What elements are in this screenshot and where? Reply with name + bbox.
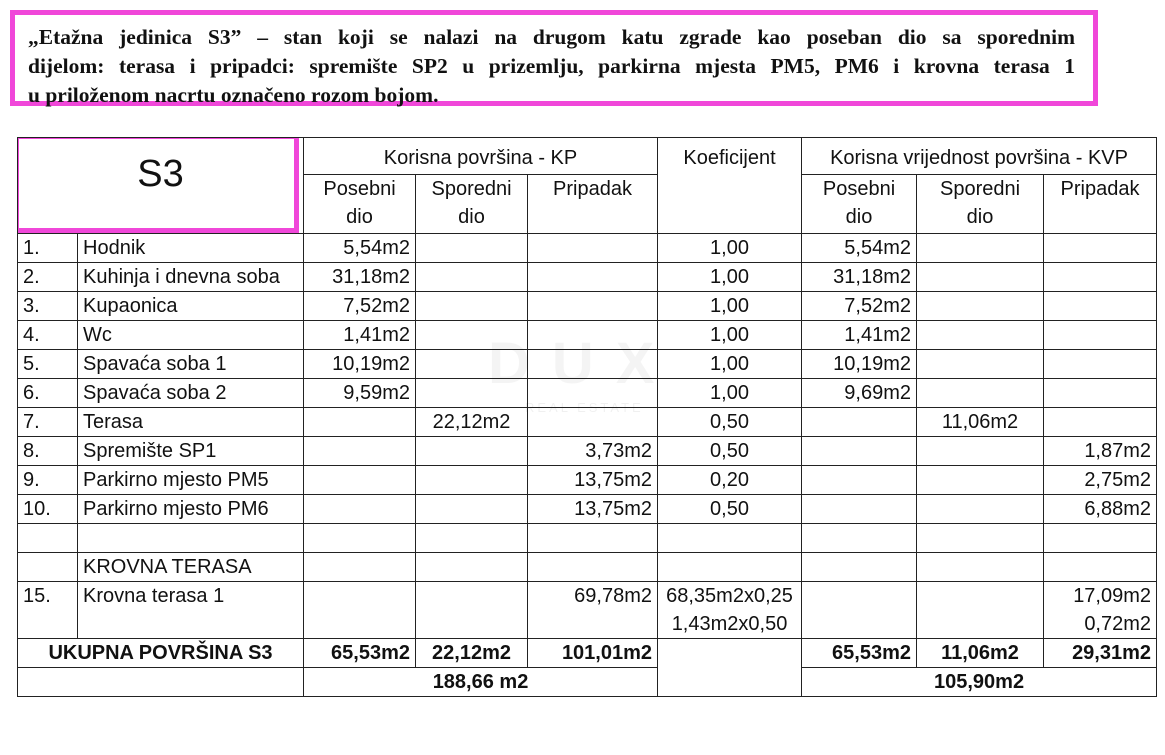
cell-kp-pripadak: 3,73m2 [528,437,658,466]
cell-kvp-sporedni [917,437,1044,466]
cell-kvp-sporedni [917,495,1044,524]
section-row [18,553,1157,582]
kp-grand-total: 188,66 m2 [304,668,658,697]
total-kp-posebni: 65,53m2 [304,639,416,668]
kp-posebni-header: Posebni dio [304,174,416,233]
koef-line: 1,43m2x0,50 [671,613,788,635]
area-table [17,137,1157,697]
cell-no: 8. [18,437,78,466]
cell-kvp-posebni: 9,69m2 [802,379,917,408]
cell-kvp-pripadak [1044,234,1157,263]
cell-name: Kuhinja i dnevna soba [78,263,304,292]
table-row [18,263,1157,292]
cell-kvp-sporedni [917,466,1044,495]
cell-name: Terasa [78,408,304,437]
table-row [18,408,1157,437]
cell-kp-posebni [304,582,416,639]
cell-kp-posebni [304,408,416,437]
cell-kp-posebni [304,437,416,466]
table-row [18,437,1157,466]
cell-kp-pripadak: 13,75m2 [528,495,658,524]
cell-no: 2. [18,263,78,292]
cell-koef: 0,50 [658,437,802,466]
cell-kp-sporedni [416,582,528,639]
intro-description [10,10,1098,106]
cell-kvp-sporedni [917,321,1044,350]
sum-row [18,668,1157,697]
cell-kvp-posebni: 5,54m2 [802,234,917,263]
cell-name: Parkirno mjesto PM6 [78,495,304,524]
cell-kvp-posebni: 31,18m2 [802,263,917,292]
unit-title: S3 [137,153,184,195]
table-row [18,466,1157,495]
kp-sporedni-header: Sporedni dio [416,174,528,233]
cell-no: 9. [18,466,78,495]
kvp-line: 0,72m2 [1084,613,1152,635]
cell-kp-sporedni: 22,12m2 [416,408,528,437]
cell-no: 4. [18,321,78,350]
kp-group-header: Korisna površina - KP [304,138,658,175]
cell-no: 7. [18,408,78,437]
cell-kvp-pripadak [1044,292,1157,321]
cell-kvp-pripadak: 1,87m2 [1044,437,1157,466]
kp-pripadak-header: Pripadak [528,174,658,233]
cell-koef: 1,00 [658,292,802,321]
total-kp-pripadak: 101,01m2 [528,639,658,668]
unit-title-cell [18,138,304,234]
kvp-line: 17,09m2 [1073,585,1152,607]
cell-kvp-posebni: 7,52m2 [802,292,917,321]
table-row [18,234,1157,263]
cell-koef [658,582,802,639]
kvp-grand-total: 105,90m2 [802,668,1157,697]
table-row [18,321,1157,350]
cell-kvp-pripadak: 2,75m2 [1044,466,1157,495]
cell-kp-posebni: 31,18m2 [304,263,416,292]
cell-koef: 0,20 [658,466,802,495]
cell-name: Spavaća soba 1 [78,350,304,379]
cell-kvp-sporedni [917,263,1044,292]
cell-kvp-sporedni [917,292,1044,321]
cell-kvp-pripadak [1044,350,1157,379]
cell-koef: 1,00 [658,379,802,408]
cell-kvp-sporedni [917,234,1044,263]
cell-no: 1. [18,234,78,263]
kvp-sporedni-header: Sporedni dio [917,174,1044,233]
cell-name: Kupaonica [78,292,304,321]
koef-line: 68,35m2x0,25 [666,585,793,607]
cell-kvp-posebni: 10,19m2 [802,350,917,379]
section-label: KROVNA TERASA [78,553,304,582]
cell-name: Hodnik [78,234,304,263]
empty-row [18,524,1157,553]
cell-kvp-pripadak [1044,408,1157,437]
cell-kvp-sporedni [917,379,1044,408]
cell-kp-posebni: 1,41m2 [304,321,416,350]
cell-no: 5. [18,350,78,379]
cell-no: 10. [18,495,78,524]
kvp-posebni-header: Posebni dio [802,174,917,233]
cell-kp-pripadak [528,292,658,321]
cell-kp-pripadak: 69,78m2 [528,582,658,639]
cell-name: Parkirno mjesto PM5 [78,466,304,495]
watermark-subtitle: REAL ESTATE [525,400,644,415]
cell-kp-pripadak [528,321,658,350]
cell-kp-posebni: 10,19m2 [304,350,416,379]
koeficijent-header: Koeficijent [658,138,802,234]
cell-koef: 1,00 [658,350,802,379]
cell-no: 3. [18,292,78,321]
total-kvp-posebni: 65,53m2 [802,639,917,668]
cell-kvp-pripadak [1044,321,1157,350]
cell-name: Krovna terasa 1 [78,582,304,639]
cell-kp-posebni: 9,59m2 [304,379,416,408]
table-row [18,292,1157,321]
cell-kvp-sporedni [917,582,1044,639]
cell-kvp-pripadak [1044,582,1157,639]
cell-kp-posebni: 7,52m2 [304,292,416,321]
cell-kp-posebni [304,495,416,524]
cell-kp-pripadak [528,263,658,292]
cell-kvp-posebni [802,582,917,639]
unit-highlight-box [18,138,300,234]
cell-kp-pripadak [528,379,658,408]
cell-koef: 1,00 [658,321,802,350]
cell-koef: 0,50 [658,495,802,524]
cell-kvp-posebni [802,408,917,437]
cell-kvp-posebni [802,466,917,495]
cell-name: Spavaća soba 2 [78,379,304,408]
cell-koef: 1,00 [658,263,802,292]
cell-kp-pripadak [528,234,658,263]
cell-koef: 1,00 [658,234,802,263]
kvp-pripadak-header: Pripadak [1044,174,1157,233]
cell-kp-sporedni [416,495,528,524]
cell-no: 15. [18,582,78,639]
roof-row [18,582,1157,639]
cell-kvp-pripadak [1044,263,1157,292]
cell-kvp-posebni [802,495,917,524]
cell-kp-pripadak [528,408,658,437]
sum-blank [18,668,304,697]
cell-kp-sporedni [416,292,528,321]
total-label: UKUPNA POVRŠINA S3 [18,639,304,668]
total-row [18,639,1157,668]
cell-kvp-pripadak [1044,379,1157,408]
table-row [18,350,1157,379]
cell-kp-sporedni [416,350,528,379]
total-koef-blank [658,639,802,697]
total-kp-sporedni: 22,12m2 [416,639,528,668]
total-kvp-pripadak: 29,31m2 [1044,639,1157,668]
cell-kvp-posebni [802,437,917,466]
table-row [18,379,1157,408]
cell-kp-sporedni [416,234,528,263]
kvp-group-header: Korisna vrijednost površina - KVP [802,138,1157,175]
cell-kp-posebni [304,466,416,495]
cell-kp-posebni: 5,54m2 [304,234,416,263]
cell-koef: 0,50 [658,408,802,437]
cell-kvp-posebni: 1,41m2 [802,321,917,350]
cell-kp-sporedni [416,437,528,466]
header-row [18,138,1157,175]
cell-kp-pripadak [528,350,658,379]
intro-line: „Etažna jedinica S3” – stan koji se nalazi na drugom katu zgrade kao poseban dio sa sporednim [28,25,1075,49]
total-kvp-sporedni: 11,06m2 [917,639,1044,668]
cell-kp-sporedni [416,263,528,292]
cell-kvp-sporedni [917,350,1044,379]
cell-kvp-sporedni: 11,06m2 [917,408,1044,437]
cell-kp-sporedni [416,379,528,408]
cell-kp-sporedni [416,466,528,495]
cell-kvp-pripadak: 6,88m2 [1044,495,1157,524]
table-row [18,495,1157,524]
cell-name: Spremište SP1 [78,437,304,466]
cell-kp-pripadak: 13,75m2 [528,466,658,495]
cell-kp-sporedni [416,321,528,350]
cell-no: 6. [18,379,78,408]
intro-line: dijelom: terasa i pripadci: spremište SP2 u prizemlju, parkirna mjesta PM5, PM6 i krovna terasa 1 [28,54,1075,78]
cell-name: Wc [78,321,304,350]
intro-line: u priloženom nacrtu označeno rozom bojom. [28,83,439,107]
